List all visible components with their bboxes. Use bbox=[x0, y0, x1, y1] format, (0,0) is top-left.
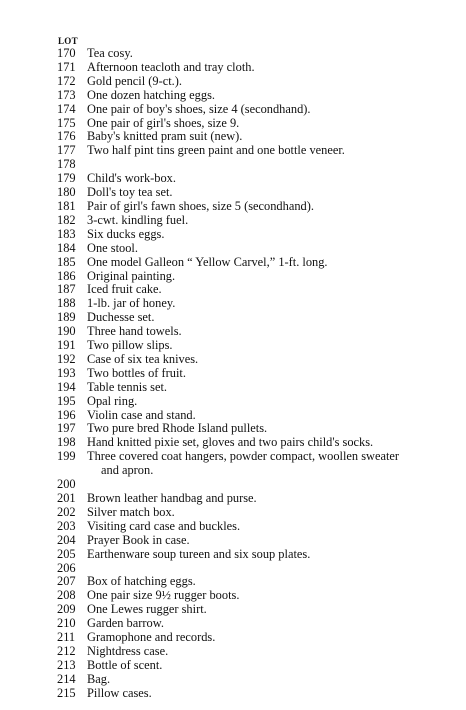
lot-row bbox=[57, 228, 457, 242]
lot-row bbox=[57, 117, 457, 131]
lot-row bbox=[57, 103, 457, 117]
lot-number: 173 bbox=[57, 87, 76, 102]
lot-description bbox=[87, 339, 457, 353]
lot-description bbox=[87, 325, 457, 339]
lot-description-text: Gold pencil (9-ct.). bbox=[87, 73, 182, 88]
lot-number: 180 bbox=[57, 185, 76, 200]
lot-description bbox=[87, 200, 457, 214]
lot-description-text: Nightdress case. bbox=[87, 643, 169, 658]
lot-description bbox=[87, 242, 457, 256]
lot-number: 209 bbox=[57, 602, 76, 617]
lot-description-text: One stool. bbox=[87, 240, 138, 255]
lot-description bbox=[87, 297, 457, 311]
lot-description-text: Two pure bred Rhode Island pullets. bbox=[87, 421, 268, 436]
lot-number: 181 bbox=[57, 198, 76, 213]
lot-description bbox=[87, 130, 457, 144]
lot-number: 177 bbox=[57, 143, 76, 158]
lot-description-text: Iced fruit cake. bbox=[87, 282, 162, 297]
lot-number: 194 bbox=[57, 379, 76, 394]
lot-description bbox=[87, 575, 457, 589]
lot-description bbox=[87, 381, 457, 395]
lot-row bbox=[57, 270, 457, 284]
lot-number: 178 bbox=[57, 157, 76, 172]
lot-number: 192 bbox=[57, 351, 76, 366]
lot-description-text: Bag. bbox=[87, 671, 111, 686]
lot-number: 213 bbox=[57, 657, 76, 672]
lot-number: 185 bbox=[57, 254, 76, 269]
lot-number: 175 bbox=[57, 115, 76, 130]
lot-description bbox=[87, 75, 457, 89]
lot-number: 190 bbox=[57, 324, 76, 339]
lot-description-text: Two pillow slips. bbox=[87, 338, 173, 353]
lot-description-text: 1-lb. jar of honey. bbox=[87, 296, 176, 311]
lot-description-text: One pair size 9½ rugger boots. bbox=[87, 588, 240, 603]
lot-number: 172 bbox=[57, 73, 76, 88]
lot-row bbox=[57, 256, 457, 270]
lot-description-text: Case of six tea knives. bbox=[87, 351, 199, 366]
lot-description-text: Opal ring. bbox=[87, 393, 138, 408]
lot-description-text: Bottle of scent. bbox=[87, 657, 163, 672]
lot-description bbox=[87, 158, 457, 172]
lot-row bbox=[57, 130, 457, 144]
lot-row bbox=[57, 548, 457, 562]
lot-description-text: Original painting. bbox=[87, 268, 176, 283]
lot-description-text: One dozen hatching eggs. bbox=[87, 87, 215, 102]
lot-description-text: Earthenware soup tureen and six soup plates. bbox=[87, 546, 311, 561]
lot-row bbox=[57, 325, 457, 339]
lot-description-text: Three covered coat hangers, powder compact, woollen sweater bbox=[87, 449, 400, 464]
lot-description bbox=[87, 367, 457, 381]
lot-number: 170 bbox=[57, 46, 76, 60]
lot-description bbox=[87, 103, 457, 117]
lot-description bbox=[87, 603, 457, 617]
lot-number: 203 bbox=[57, 518, 76, 533]
lot-row bbox=[57, 589, 457, 603]
lot-row bbox=[57, 478, 457, 492]
lot-description bbox=[87, 478, 457, 492]
lot-description-text: Garden barrow. bbox=[87, 616, 164, 631]
lot-row bbox=[57, 575, 457, 589]
lot-number: 210 bbox=[57, 616, 76, 631]
lot-row bbox=[57, 158, 457, 172]
lot-description bbox=[87, 89, 457, 103]
lot-description bbox=[87, 506, 457, 520]
lot-row bbox=[57, 283, 457, 297]
lot-row bbox=[57, 603, 457, 617]
lot-description bbox=[87, 617, 457, 631]
lot-number: 212 bbox=[57, 643, 76, 658]
lot-description bbox=[87, 353, 457, 367]
lot-row bbox=[57, 311, 457, 325]
lot-description bbox=[87, 409, 457, 423]
lot-description-text: Silver match box. bbox=[87, 504, 175, 519]
lot-description bbox=[87, 520, 457, 534]
lot-row bbox=[57, 617, 457, 631]
lot-description-text: One pair of boy's shoes, size 4 (secondhand). bbox=[87, 101, 311, 116]
lot-list bbox=[57, 47, 457, 701]
lot-row bbox=[57, 395, 457, 409]
lot-row bbox=[57, 687, 457, 701]
lot-description-text: Afternoon teacloth and tray cloth. bbox=[87, 59, 255, 74]
lot-row bbox=[57, 339, 457, 353]
lot-number: 191 bbox=[57, 338, 76, 353]
lot-number: 189 bbox=[57, 310, 76, 325]
lot-description bbox=[87, 47, 457, 61]
lot-number: 196 bbox=[57, 407, 76, 422]
lot-number: 184 bbox=[57, 240, 76, 255]
lot-description bbox=[87, 673, 457, 687]
lot-description-text: 3-cwt. kindling fuel. bbox=[87, 212, 189, 227]
lot-description-text: Six ducks eggs. bbox=[87, 226, 165, 241]
lot-number: 179 bbox=[57, 171, 76, 186]
lot-row bbox=[57, 367, 457, 381]
lot-number: 193 bbox=[57, 365, 76, 380]
lot-description-text: One pair of girl's shoes, size 9. bbox=[87, 115, 240, 130]
lot-row bbox=[57, 297, 457, 311]
lot-description bbox=[87, 422, 457, 436]
lot-description-text: Tea cosy. bbox=[87, 46, 133, 60]
lot-row bbox=[57, 520, 457, 534]
lot-row bbox=[57, 436, 457, 450]
lot-number: 199 bbox=[57, 449, 76, 464]
lot-row bbox=[57, 645, 457, 659]
lot-number: 176 bbox=[57, 129, 76, 144]
lot-description-text: Baby's knitted pram suit (new). bbox=[87, 129, 243, 144]
lot-description-text: Two half pint tins green paint and one bottle veneer. bbox=[87, 143, 345, 158]
lot-description bbox=[87, 395, 457, 409]
lot-description bbox=[87, 687, 457, 701]
lot-description bbox=[87, 492, 457, 506]
lot-description-text: Three hand towels. bbox=[87, 324, 182, 339]
lot-row bbox=[57, 492, 457, 506]
lot-number: 207 bbox=[57, 574, 76, 589]
lot-row bbox=[57, 172, 457, 186]
lot-description bbox=[87, 186, 457, 200]
lot-description bbox=[87, 589, 457, 603]
lot-column-heading: LOT bbox=[58, 36, 78, 46]
lot-description-text: Doll's toy tea set. bbox=[87, 185, 173, 200]
lot-number: 201 bbox=[57, 491, 76, 505]
lot-row bbox=[57, 534, 457, 548]
lot-number: 206 bbox=[57, 560, 76, 575]
lot-number: 171 bbox=[57, 59, 76, 74]
lot-description bbox=[87, 645, 457, 659]
lot-description-text: One model Galleon “ Yellow Carvel,” 1-ft. long. bbox=[87, 254, 328, 269]
lot-number: 200 bbox=[57, 477, 76, 492]
lot-description-text: One Lewes rugger shirt. bbox=[87, 602, 207, 617]
lot-description bbox=[87, 256, 457, 270]
lot-row bbox=[57, 659, 457, 673]
lot-row bbox=[57, 631, 457, 645]
lot-description-text: Table tennis set. bbox=[87, 379, 167, 394]
lot-number: 205 bbox=[57, 546, 76, 561]
lot-number: 197 bbox=[57, 421, 76, 436]
lot-row bbox=[57, 409, 457, 423]
lot-description-text: Visiting card case and buckles. bbox=[87, 518, 241, 533]
lot-row bbox=[57, 61, 457, 75]
lot-description bbox=[87, 228, 457, 242]
lot-number: 204 bbox=[57, 532, 76, 547]
lot-description-text: Box of hatching eggs. bbox=[87, 574, 196, 589]
lot-number: 215 bbox=[57, 685, 76, 700]
lot-description bbox=[87, 214, 457, 228]
lot-description bbox=[87, 311, 457, 325]
lot-description-text: Brown leather handbag and purse. bbox=[87, 491, 257, 505]
lot-description bbox=[87, 117, 457, 131]
lot-number: 195 bbox=[57, 393, 76, 408]
lot-row bbox=[57, 450, 457, 478]
lot-description-text: Pillow cases. bbox=[87, 685, 152, 700]
lot-number: 198 bbox=[57, 435, 76, 450]
lot-description-text: Hand knitted pixie set, gloves and two pairs child's socks. bbox=[87, 435, 374, 450]
lot-description bbox=[87, 659, 457, 673]
lot-row bbox=[57, 562, 457, 576]
lot-description-text: Child's work-box. bbox=[87, 171, 176, 186]
lot-description bbox=[87, 172, 457, 186]
lot-description-text: Two bottles of fruit. bbox=[87, 365, 186, 380]
lot-list-page bbox=[57, 35, 457, 701]
lot-description-text: Duchesse set. bbox=[87, 310, 155, 325]
lot-row bbox=[57, 506, 457, 520]
lot-row bbox=[57, 47, 457, 61]
lot-description bbox=[87, 283, 457, 297]
lot-row bbox=[57, 242, 457, 256]
lot-row bbox=[57, 200, 457, 214]
lot-number: 211 bbox=[57, 630, 76, 645]
lot-description bbox=[87, 144, 457, 158]
lot-description-text: Violin case and stand. bbox=[87, 407, 196, 422]
lot-number: 187 bbox=[57, 282, 76, 297]
lot-number: 208 bbox=[57, 588, 76, 603]
lot-description bbox=[87, 534, 457, 548]
lot-description bbox=[87, 562, 457, 576]
lot-description-text: Pair of girl's fawn shoes, size 5 (secondhand). bbox=[87, 198, 314, 213]
lot-description bbox=[87, 548, 457, 562]
lot-number: 214 bbox=[57, 671, 76, 686]
lot-row bbox=[57, 381, 457, 395]
lot-row bbox=[57, 144, 457, 158]
lot-description bbox=[87, 631, 457, 645]
lot-row bbox=[57, 75, 457, 89]
lot-description bbox=[87, 436, 457, 450]
lot-row bbox=[57, 214, 457, 228]
lot-row bbox=[57, 89, 457, 103]
lot-number: 174 bbox=[57, 101, 76, 116]
lot-number: 202 bbox=[57, 504, 76, 519]
lot-description-text: Prayer Book in case. bbox=[87, 532, 190, 547]
lot-row bbox=[57, 673, 457, 687]
lot-row bbox=[57, 422, 457, 436]
lot-number: 188 bbox=[57, 296, 76, 311]
lot-description bbox=[87, 450, 457, 478]
lot-number: 183 bbox=[57, 226, 76, 241]
lot-description-text: Gramophone and records. bbox=[87, 630, 216, 645]
lot-description bbox=[87, 61, 457, 75]
lot-description-continuation: and apron. bbox=[101, 463, 154, 478]
lot-description bbox=[87, 270, 457, 284]
lot-row bbox=[57, 186, 457, 200]
lot-row bbox=[57, 353, 457, 367]
lot-number: 186 bbox=[57, 268, 76, 283]
lot-number: 182 bbox=[57, 212, 76, 227]
